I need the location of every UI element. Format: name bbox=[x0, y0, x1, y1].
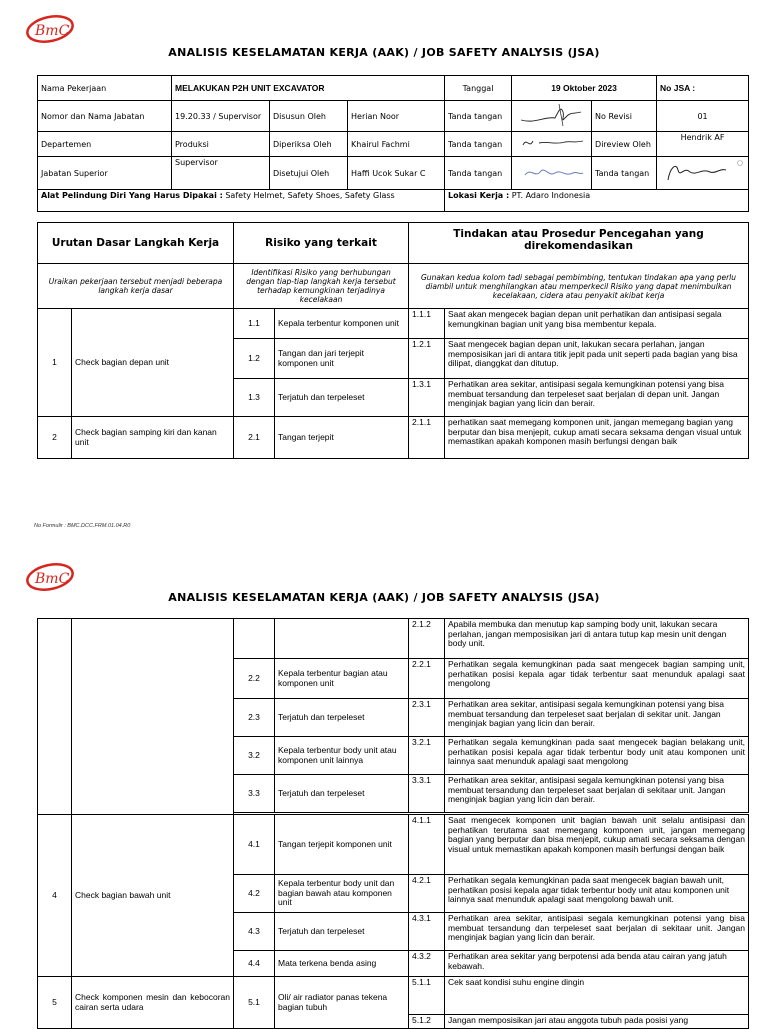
action-text: Saat akan mengecek bagian depan unit perhatikan dan antisipasi segala kemungkinan bagian unit yang bisa membentur kepala. bbox=[445, 309, 749, 339]
step-text-empty bbox=[72, 619, 234, 815]
action-text: Apabila membuka dan menutup kap samping body unit, lakukan secara perlahan, jangan memposisikan jari di antara tutup kap mesin unit dengan body unit. bbox=[445, 619, 749, 659]
risk-number: 2.1 bbox=[234, 417, 275, 459]
signature-disusun bbox=[512, 101, 592, 132]
signature-icon bbox=[515, 133, 589, 153]
signature-disetujui bbox=[512, 157, 592, 190]
action-number: 1.1.1 bbox=[409, 309, 445, 339]
signature-icon bbox=[660, 158, 746, 186]
step-number: 5 bbox=[38, 977, 72, 1029]
action-text: perhatikan saat memegang komponen unit, jangan memegang bagian yang berputar dan bisa menjepit, cukup amati secara seksama dengan visual untuk memastikan apakah komponen masih berfungsi dengan baik bbox=[445, 417, 749, 459]
action-text: Saat mengecek bagian depan unit, lakukan secara perlahan, jangan memposisikan jari di antara titik jepit pada unit seperti pada bagian yang bisa dilipat, dianggkat dan ditutup. bbox=[445, 339, 749, 379]
tanggal-value: 19 Oktober 2023 bbox=[512, 76, 657, 101]
tanda-tangan-label: Tanda tangan bbox=[445, 101, 512, 132]
diperiksa-label: Diperiksa Oleh bbox=[270, 132, 348, 157]
action-number: 2.1.2 bbox=[409, 619, 445, 659]
action-text: Jangan memposisikan jari atau anggota tubuh pada posisi yang bbox=[445, 1015, 749, 1029]
disetujui-value: Haffi Ucok Sukar C bbox=[348, 157, 445, 190]
action-number: 3.3.1 bbox=[409, 775, 445, 813]
jabatan-label: Jabatan Superior bbox=[38, 157, 172, 190]
risk-number: 4.2 bbox=[234, 875, 275, 913]
step-number: 4 bbox=[38, 815, 72, 977]
step-number: 2 bbox=[38, 417, 72, 459]
signature-diperiksa bbox=[512, 132, 592, 157]
risk-number: 1.3 bbox=[234, 379, 275, 417]
tanggal-label: Tanggal bbox=[445, 76, 512, 101]
nama-pekerjaan-value: MELAKUKAN P2H UNIT EXCAVATOR bbox=[172, 76, 445, 101]
jsa-table-page2 bbox=[37, 618, 749, 1029]
apd-value: Safety Helmet, Safety Shoes, Safety Glass bbox=[225, 191, 395, 200]
risk-number: 3.3 bbox=[234, 775, 275, 813]
action-number: 4.3.2 bbox=[409, 951, 445, 977]
form-number: No Formulir : BMC.DCC.FRM.01.04.R0 bbox=[34, 523, 131, 529]
risk-number: 5.1 bbox=[234, 977, 275, 1029]
page-title-2: ANALISIS KESELAMATAN KERJA (AAK) / JOB SAFETY ANALYSIS (JSA) bbox=[168, 591, 600, 604]
action-text: Perhatikan segala kemungkinan pada saat mengecek bagian bawah unit, perhatikan posisi kepala agar tidak terbentur body unit atau komponen unit lainnya saat menunduk apalagi saat mengolong bawah unit. bbox=[445, 875, 749, 913]
risk-text-empty bbox=[275, 619, 409, 659]
disusun-label: Disusun Oleh bbox=[270, 101, 348, 132]
risk-number-empty bbox=[234, 619, 275, 659]
col-instruction-tindakan: Gunakan kedua kolom tadi sebagai pembimbing, tentukan tindakan apa yang perlu diambil untuk menghilangkan atau memperkecil Risiko yang dapat menimbulkan kecelakaan, cidera atau penyakit akibat kerja bbox=[409, 264, 749, 309]
risk-number: 4.4 bbox=[234, 951, 275, 977]
no-revisi-label: No Revisi bbox=[592, 101, 657, 132]
departemen-label: Departemen bbox=[38, 132, 172, 157]
action-number: 4.3.1 bbox=[409, 913, 445, 951]
page-title: ANALISIS KESELAMATAN KERJA (AAK) / JOB SAFETY ANALYSIS (JSA) bbox=[168, 46, 600, 59]
step-number: 1 bbox=[38, 309, 72, 417]
risk-text: Terjatuh dan terpeleset bbox=[275, 775, 409, 813]
col-header-langkah: Urutan Dasar Langkah Kerja bbox=[38, 223, 234, 264]
nomor-label: Nomor dan Nama Jabatan bbox=[38, 101, 172, 132]
action-number: 1.3.1 bbox=[409, 379, 445, 417]
nomor-value: 19.20.33 / Supervisor bbox=[172, 101, 270, 132]
no-jsa-label: No JSA : bbox=[657, 76, 749, 101]
risk-text: Terjatuh dan terpeleset bbox=[275, 379, 409, 417]
risk-number: 3.2 bbox=[234, 737, 275, 775]
logo-text: BmC bbox=[35, 571, 70, 587]
action-number: 4.1.1 bbox=[409, 815, 445, 875]
risk-text: Tangan terjepit bbox=[275, 417, 409, 459]
direview-value: Hendrik AF bbox=[657, 132, 749, 157]
header-table bbox=[37, 75, 749, 212]
lokasi-cell bbox=[445, 190, 749, 212]
action-text: Perhatikan area sekitar, antisipasi segala kemungkinan potensi yang bisa membuat tersandung dan terpeleset saat berjalan di sekitaar unit. Jangan menginjak bagian yang licin dan berair. bbox=[445, 913, 749, 951]
action-number: 2.2.1 bbox=[409, 659, 445, 699]
no-revisi-value: 01 bbox=[657, 101, 749, 132]
risk-text: Kepala terbentur body unit dan bagian bawah atau komponen unit bbox=[275, 875, 409, 913]
action-text: Perhatikan area sekitar, antisipasi segala kemungkinan potensi yang bisa membuat tersandung dan terpeleset saat berjalan di sekitaar unit. Jangan menginjak bagian yang licin dan berair. bbox=[445, 775, 749, 813]
risk-text: Tangan dan jari terjepit komponen unit bbox=[275, 339, 409, 379]
action-text: Perhatikan area sekitar yang berpotensi ada benda atau cairan yang jatuh kebawah. bbox=[445, 951, 749, 977]
risk-number: 2.3 bbox=[234, 699, 275, 737]
step-text: Check bagian depan unit bbox=[72, 309, 234, 417]
risk-number: 4.1 bbox=[234, 815, 275, 875]
action-number: 4.2.1 bbox=[409, 875, 445, 913]
action-text: Perhatikan segala kemungkinan pada saat mengecek bagian belakang unit, perhatikan posisi kepala agar tidak terbentur body unit atau komponen unit lainnya saat menunduk apalagi saat mengolong bbox=[445, 737, 749, 775]
col-instruction-langkah: Uraikan pekerjaan tersebut menjadi beberapa langkah kerja dasar bbox=[38, 264, 234, 309]
action-text: Cek saat kondisi suhu engine dingin bbox=[445, 977, 749, 1015]
diperiksa-value: Khairul Fachmi bbox=[348, 132, 445, 157]
jabatan-value: Supervisor bbox=[172, 157, 270, 190]
company-logo bbox=[24, 12, 76, 44]
action-text: Saat mengecek komponen unit bagian bawah unit selalu antisipasi dan perhatikan terutama saat memegang komponen unit, jangan memegang bagian yang berputar dan bisa menjepit, cukup amati secara seksama dengan visual untuk memastikan apakah komponen masih berfungsi dengan baik bbox=[445, 815, 749, 875]
risk-text: Terjatuh dan terpeleset bbox=[275, 913, 409, 951]
apd-label: Alat Pelindung Diri Yang Harus Dipakai : bbox=[41, 191, 223, 200]
risk-number: 4.3 bbox=[234, 913, 275, 951]
risk-number: 1.1 bbox=[234, 309, 275, 339]
risk-text: Mata terkena benda asing bbox=[275, 951, 409, 977]
disetujui-label: Disetujui Oleh bbox=[270, 157, 348, 190]
logo-text: BmC bbox=[35, 23, 70, 39]
action-number: 2.1.1 bbox=[409, 417, 445, 459]
risk-text: Tangan terjepit komponen unit bbox=[275, 815, 409, 875]
risk-number: 1.2 bbox=[234, 339, 275, 379]
risk-text: Kepala terbentur bagian atau komponen unit bbox=[275, 659, 409, 699]
col-header-risiko: Risiko yang terkait bbox=[234, 223, 409, 264]
risk-text: Kepala terbentur komponen unit bbox=[275, 309, 409, 339]
departemen-value: Produksi bbox=[172, 132, 270, 157]
step-text: Check bagian samping kiri dan kanan unit bbox=[72, 417, 234, 459]
action-text: Perhatikan area sekitar, antisipasi segala kemungkinan potensi yang bisa membuat tersandung dan terpeleset saat berjalan di depan unit. Jangan menginjak bagian yang licin dan berair. bbox=[445, 379, 749, 417]
step-number-empty bbox=[38, 619, 72, 815]
action-text: Perhatikan segala kemungkinan pada saat mengecek bagian samping unit, perhatikan posisi kepala agar tidak terbentur saat menunduk apalagi saat mengolong bbox=[445, 659, 749, 699]
apd-cell bbox=[38, 190, 445, 212]
risk-number: 2.2 bbox=[234, 659, 275, 699]
step-text: Check bagian bawah unit bbox=[72, 815, 234, 977]
tanda-tangan-label-4: Tanda tangan bbox=[592, 157, 657, 190]
signature-icon bbox=[515, 102, 589, 128]
jsa-table-page1 bbox=[37, 222, 749, 459]
risk-text: Oli/ air radiator panas tekena bagian tubuh bbox=[275, 977, 409, 1029]
lokasi-value: PT. Adaro Indonesia bbox=[511, 191, 591, 200]
col-header-tindakan: Tindakan atau Prosedur Pencegahan yang direkomendasikan bbox=[409, 223, 749, 264]
risk-text: Kepala terbentur body unit atau komponen unit lainnya bbox=[275, 737, 409, 775]
tanda-tangan-label-2: Tanda tangan bbox=[445, 132, 512, 157]
tanda-tangan-label-3: Tanda tangan bbox=[445, 157, 512, 190]
signature-direview bbox=[657, 157, 749, 190]
action-number: 5.1.1 bbox=[409, 977, 445, 1015]
step-text: Check komponen mesin dan kebocoran cairan serta udara bbox=[72, 977, 234, 1029]
action-text: Perhatikan area sekitar, antisipasi segala kemungkinan potensi yang bisa membuat tersandung dan terpeleset saat berjalan di sekitar unit. Jangan menginjak bagian yang licin dan berair. bbox=[445, 699, 749, 737]
risk-text: Terjatuh dan terpeleset bbox=[275, 699, 409, 737]
direview-label: Direview Oleh bbox=[592, 132, 657, 157]
disusun-value: Herian Noor bbox=[348, 101, 445, 132]
action-number: 5.1.2 bbox=[409, 1015, 445, 1029]
lokasi-label: Lokasi Kerja : bbox=[448, 191, 510, 200]
signature-icon bbox=[515, 161, 589, 183]
action-number: 3.2.1 bbox=[409, 737, 445, 775]
company-logo-2 bbox=[24, 560, 76, 592]
col-instruction-risiko: Identifikasi Risiko yang berhubungan dengan tiap-tiap langkah kerja tersebut terhadap kemungkinan terjadinya kecelakaan bbox=[234, 264, 409, 309]
action-number: 1.2.1 bbox=[409, 339, 445, 379]
nama-pekerjaan-label: Nama Pekerjaan bbox=[38, 76, 172, 101]
action-number: 2.3.1 bbox=[409, 699, 445, 737]
